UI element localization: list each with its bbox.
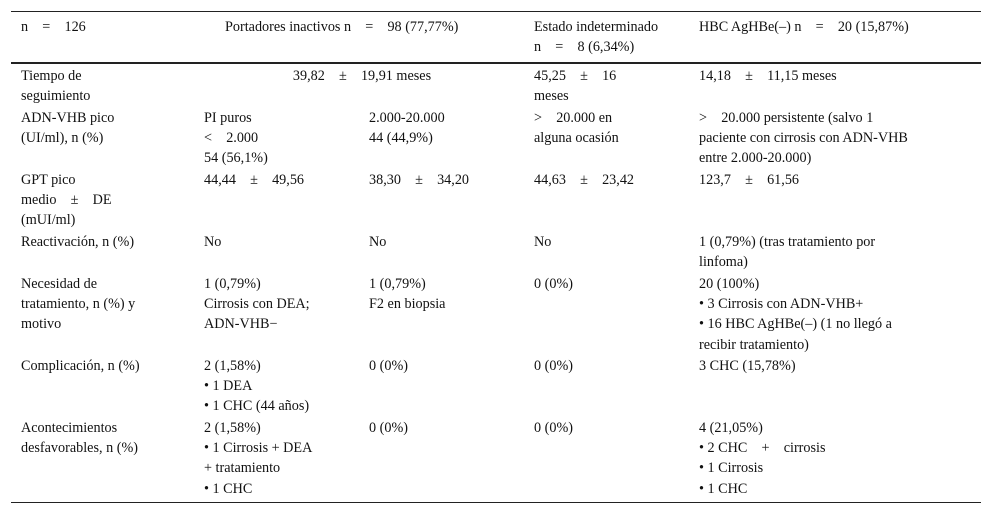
cell-line: tratamiento, n (%) y	[21, 296, 136, 313]
table-cell-c3	[534, 170, 634, 190]
cell-line: 123,7 ± 61,56	[699, 172, 800, 188]
cell-line: Cirrosis con DEA;	[204, 296, 310, 313]
table-cell-c3	[534, 274, 573, 294]
table-cell-c2	[369, 274, 445, 314]
bottom-rule	[11, 502, 981, 503]
table-cell-c3	[534, 232, 551, 252]
cell-line: > 20.000 persistente (salvo 1	[699, 110, 874, 126]
cell-line: No	[369, 234, 387, 250]
cell-line: • 1 Cirrosis + DEA	[204, 440, 313, 457]
cell-line: desfavorables, n (%)	[21, 440, 138, 457]
cell-line: 0 (0%)	[534, 420, 574, 436]
table-cell-c2	[369, 356, 408, 376]
cell-line: paciente con cirrosis con ADN-VHB	[699, 130, 908, 147]
cell-line: seguimiento	[21, 88, 91, 105]
table-cell-c4	[699, 108, 908, 169]
table-cell-c1	[204, 274, 310, 335]
cell-line: 4 (21,05%)	[699, 420, 763, 436]
cell-line: recibir tratamiento)	[699, 336, 809, 353]
table-cell-c4	[699, 170, 799, 190]
cell-line: 44 (44,9%)	[369, 130, 433, 147]
cell-line: + tratamiento	[204, 460, 281, 477]
cell-line: Reactivación, n (%)	[21, 234, 135, 250]
cell-line: 14,18 ± 11,15 meses	[699, 68, 837, 84]
table-cell-label	[21, 66, 90, 106]
cell-line: No	[534, 234, 552, 250]
cell-line: • 3 Cirrosis con ADN-VHB+	[699, 296, 864, 313]
cell-line: Acontecimientos	[21, 420, 118, 436]
cell-line: • 2 CHC + cirrosis	[699, 440, 826, 457]
cell-line: ADN-VHB−	[204, 316, 278, 333]
cell-line: GPT pico	[21, 172, 76, 188]
table-cell-label	[21, 108, 114, 148]
table-cell-label	[21, 170, 112, 231]
table-cell-c3	[534, 356, 573, 376]
cell-line: • 1 CHC (44 años)	[204, 398, 310, 415]
table-cell-label	[21, 274, 135, 335]
table-cell-c1	[204, 232, 221, 252]
cell-line: Necesidad de	[21, 276, 98, 292]
cell-line: 3 CHC (15,78%)	[699, 358, 796, 374]
cell-line: 45,25 ± 16	[534, 68, 617, 84]
cell-line: 44,44 ± 49,56	[204, 172, 305, 188]
header-estado-line-1: Estado indeterminado	[534, 19, 659, 35]
table-cell-c4	[699, 232, 875, 272]
cell-line: • 1 Cirrosis	[699, 460, 764, 477]
table-cell-c1	[204, 418, 312, 499]
header-total-n: n = 126	[21, 19, 86, 35]
cell-line: 2 (1,58%)	[204, 358, 261, 374]
table-cell-c4	[699, 274, 892, 355]
cell-line: 20 (100%)	[699, 276, 760, 292]
header-estado-line-2: n = 8 (6,34%)	[534, 39, 635, 56]
cell-line: Tiempo de	[21, 68, 82, 84]
cell-line: entre 2.000-20.000)	[699, 150, 812, 167]
cell-line: 0 (0%)	[534, 358, 574, 374]
cell-line: 38,30 ± 34,20	[369, 172, 470, 188]
cell-line: medio ± DE	[21, 192, 112, 209]
cell-line: • 1 CHC	[204, 480, 253, 497]
table-cell-label	[21, 418, 138, 458]
cell-line: alguna ocasión	[534, 130, 619, 147]
table-cell-c3	[534, 108, 619, 148]
cell-line: ADN-VHB pico	[21, 110, 115, 126]
table-cell-c2	[369, 108, 445, 148]
table-cell-c2	[369, 418, 408, 438]
cell-line: 39,82 ± 19,91 meses	[292, 68, 432, 84]
cell-line: motivo	[21, 316, 62, 333]
cell-line: (mUI/ml)	[21, 212, 76, 229]
cell-line: 0 (0%)	[534, 276, 574, 292]
cell-line: linfoma)	[699, 254, 748, 271]
table-cell-c3	[534, 418, 573, 438]
cell-line: F2 en biopsia	[369, 296, 446, 313]
table-cell-c4	[699, 66, 837, 86]
cell-line: • 1 CHC	[699, 480, 748, 497]
table-cell-c2	[369, 170, 469, 190]
cell-line: 54 (56,1%)	[204, 150, 268, 167]
cell-line: No	[204, 234, 222, 250]
cell-line: • 1 DEA	[204, 378, 253, 395]
table-cell-c1	[204, 170, 304, 190]
cell-line: (UI/ml), n (%)	[21, 130, 104, 147]
cell-line: 0 (0%)	[369, 358, 409, 374]
cell-line: 44,63 ± 23,42	[534, 172, 635, 188]
cell-line: PI puros	[204, 110, 252, 126]
cell-line: • 16 HBC AgHBe(–) (1 no llegó a	[699, 316, 892, 333]
cell-line: 0 (0%)	[369, 420, 409, 436]
cell-line: < 2.000	[204, 130, 259, 147]
table-cell-c4	[699, 356, 796, 376]
cell-line: 1 (0,79%) (tras tratamiento por	[699, 234, 876, 250]
header-hbc-agHBe: HBC AgHBe(–) n = 20 (15,87%)	[699, 19, 909, 35]
cell-line: meses	[534, 88, 569, 105]
cell-line: > 20.000 en	[534, 110, 613, 126]
table-cell-c1	[204, 66, 520, 86]
header-rule	[11, 62, 981, 64]
table-cell-c4	[699, 418, 825, 499]
table-cell-label	[21, 232, 134, 252]
table-cell-c3	[534, 66, 616, 106]
cell-line: Complicación, n (%)	[21, 358, 140, 374]
cell-line: 1 (0,79%)	[204, 276, 261, 292]
header-estado-indeterminado	[534, 17, 658, 57]
table-cell-label	[21, 356, 140, 376]
table-cell-c2	[369, 232, 386, 252]
table-cell-c1	[204, 108, 268, 169]
table-cell-c1	[204, 356, 309, 417]
top-rule	[11, 11, 981, 12]
cell-line: 2 (1,58%)	[204, 420, 261, 436]
cell-line: 2.000-20.000	[369, 110, 445, 126]
cell-line: 1 (0,79%)	[369, 276, 426, 292]
header-portadores-inactivos: Portadores inactivos n = 98 (77,77%)	[225, 19, 459, 35]
